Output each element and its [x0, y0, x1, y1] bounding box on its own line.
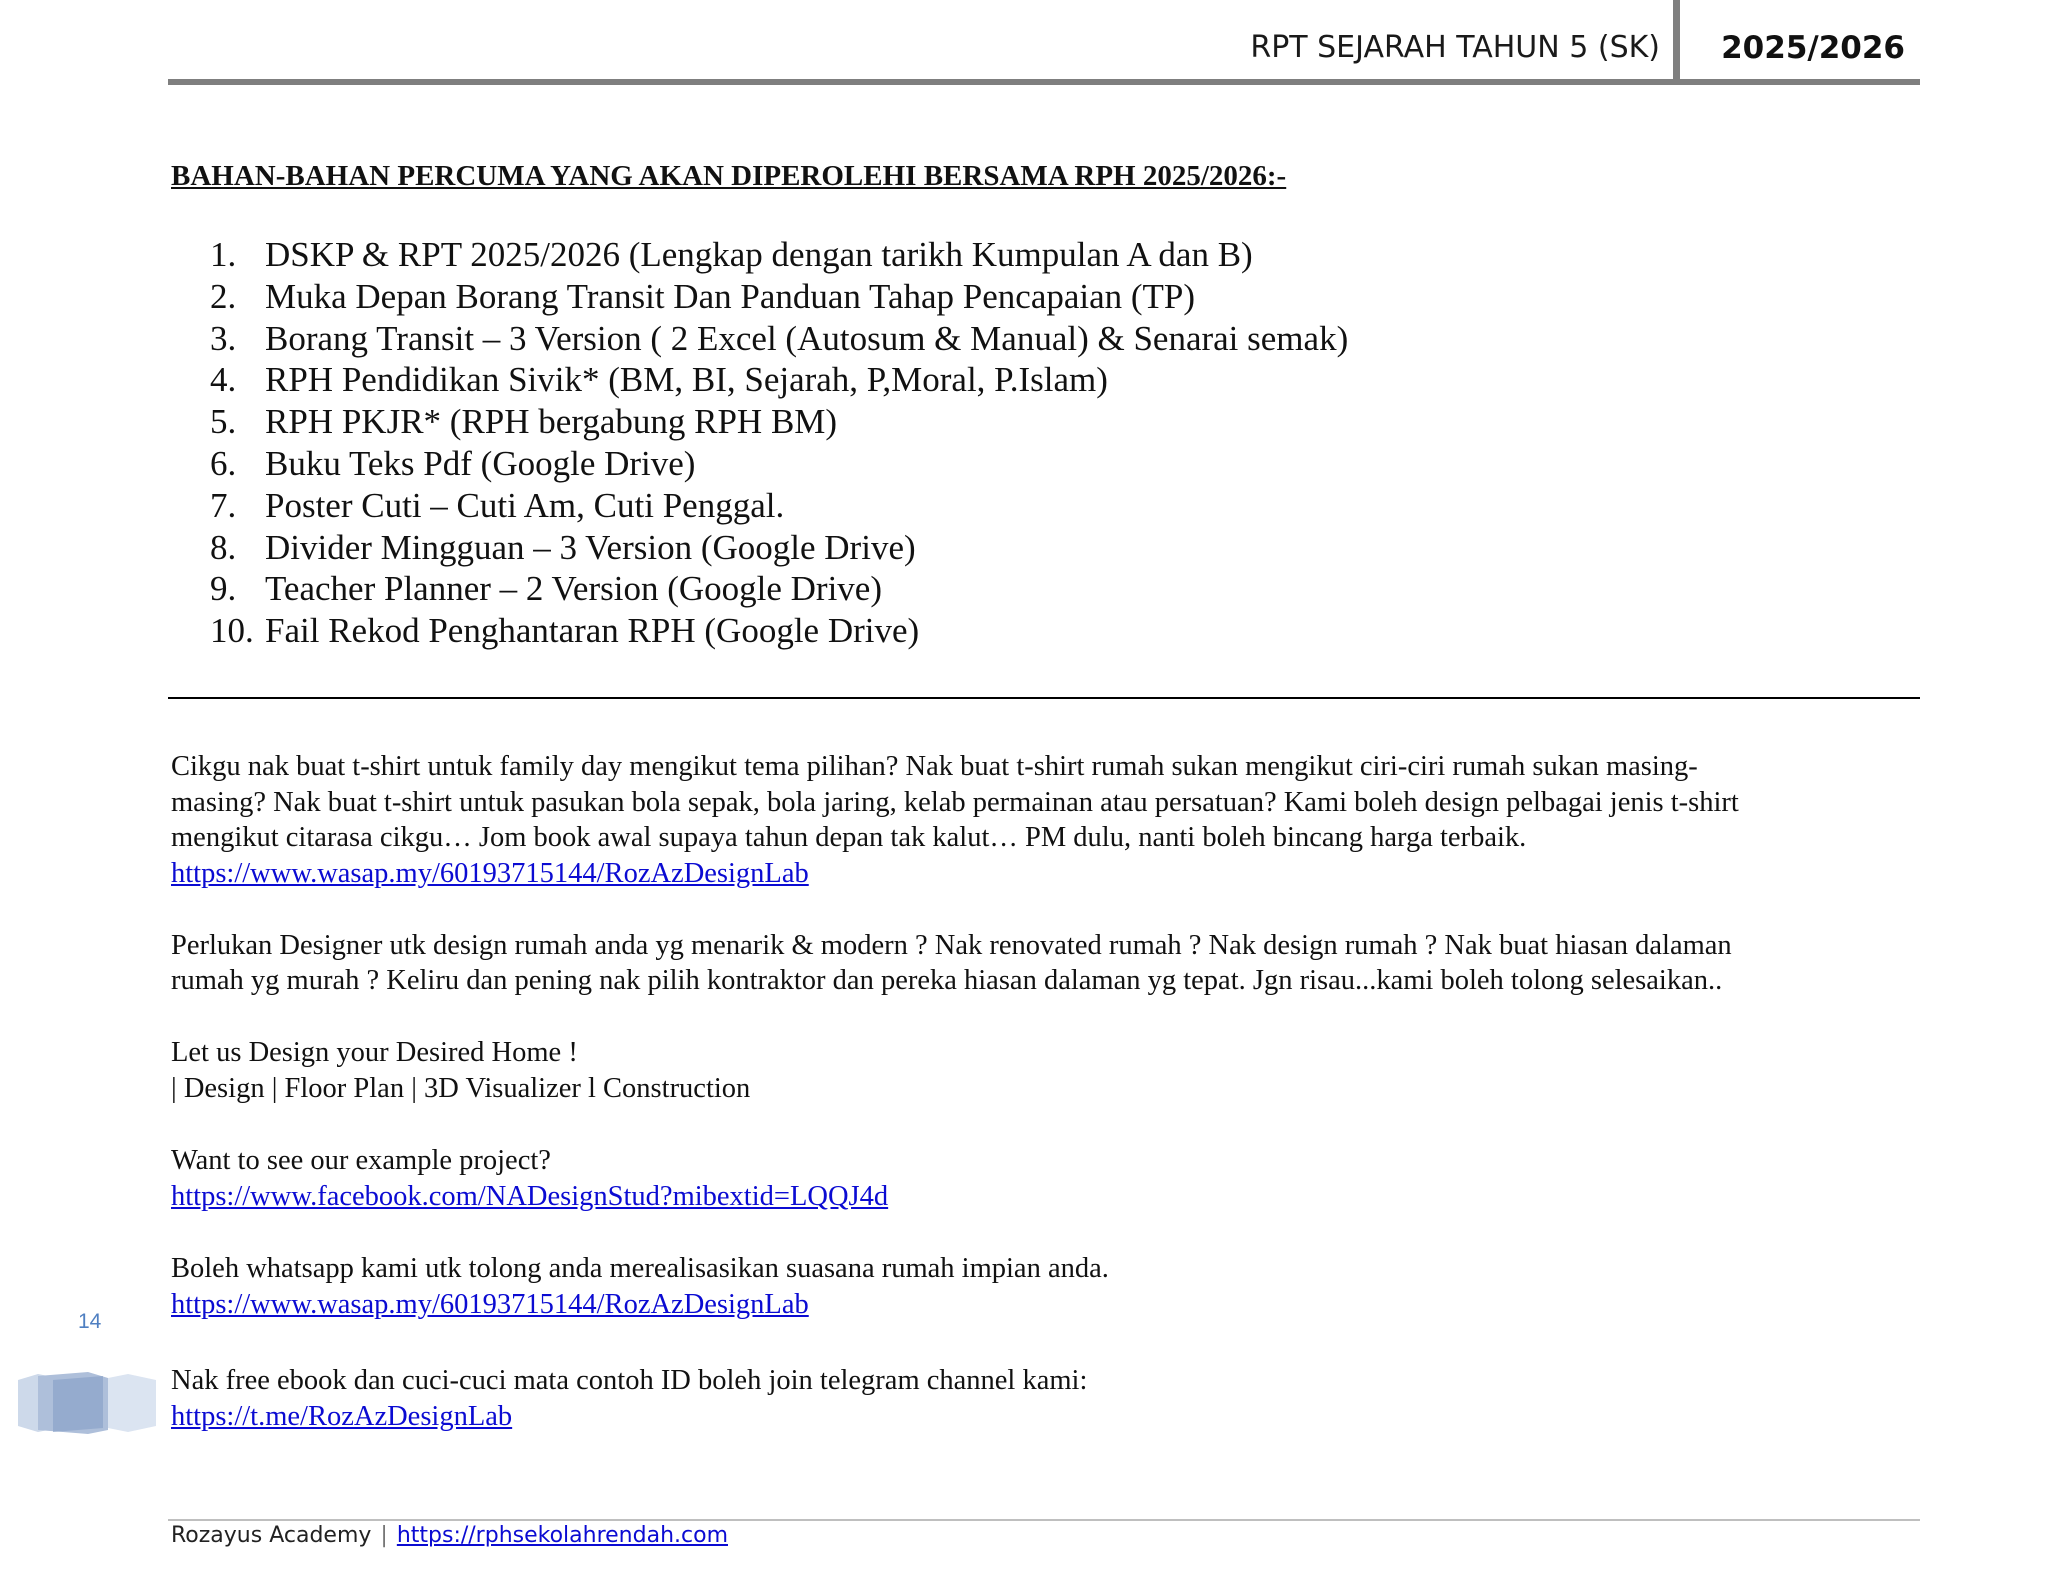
- header-title: RPT SEJARAH TAHUN 5 (SK): [1250, 30, 1660, 65]
- list-item-number: 9.: [210, 569, 237, 609]
- tshirt-whatsapp-link[interactable]: https://www.wasap.my/60193715144/RozAzDesignLab: [171, 858, 809, 889]
- header-divider: [1673, 0, 1680, 82]
- page-number: 14: [78, 1310, 102, 1333]
- list-item: [210, 359, 1348, 401]
- list-item: [210, 610, 1348, 652]
- whatsapp-text: Boleh whatsapp kami utk tolong anda merealisasikan suasana rumah impian anda.: [171, 1253, 1109, 1284]
- list-item-number: 6.: [210, 443, 237, 483]
- footer-website-link[interactable]: https://rphsekolahrendah.com: [396, 1523, 728, 1548]
- list-item-number: 8.: [210, 527, 237, 567]
- list-item-text: RPH Pendidikan Sivik* (BM, BI, Sejarah, P,Moral, P.Islam): [265, 360, 1108, 400]
- footer-rule: [168, 1519, 1920, 1521]
- tshirt-ad-line-1: Cikgu nak buat t-shirt untuk family day mengikut tema pilihan? Nak buat t-shirt rumah sukan mengikut ciri-ciri rumah sukan masing-: [171, 751, 1698, 782]
- list-item: [210, 527, 1348, 569]
- list-item-number: 4.: [210, 360, 237, 400]
- footer-separator: |: [380, 1523, 388, 1548]
- designer-ad-line-2: rumah yg murah ? Keliru dan pening nak pilih kontraktor dan pereka hiasan dalaman yg tepat. Jgn risau...kami boleh tolong selesaikan..: [171, 965, 1723, 996]
- list-item: [210, 443, 1348, 485]
- list-item-text: Poster Cuti – Cuti Am, Cuti Penggal.: [265, 485, 785, 525]
- telegram-link[interactable]: https://t.me/RozAzDesignLab: [171, 1401, 513, 1432]
- tshirt-ad-line-3: mengikut citarasa cikgu… Jom book awal supaya tahun depan tak kalut… PM dulu, nanti boleh bincang harga terbaik.: [171, 822, 1527, 853]
- whatsapp-link[interactable]: https://www.wasap.my/60193715144/RozAzDesignLab: [171, 1289, 809, 1320]
- free-materials-heading: BAHAN-BAHAN PERCUMA YANG AKAN DIPEROLEHI BERSAMA RPH 2025/2026:-: [171, 160, 1287, 192]
- header-rule: [168, 79, 1920, 85]
- list-item-text: Teacher Planner – 2 Version (Google Drive): [265, 569, 882, 609]
- list-item: [210, 318, 1348, 360]
- list-item-text: Divider Mingguan – 3 Version (Google Drive): [265, 527, 916, 567]
- example-project-text: Want to see our example project?: [171, 1145, 551, 1176]
- footer-brand: Rozayus Academy: [171, 1523, 372, 1548]
- telegram-text: Nak free ebook dan cuci-cuci mata contoh ID boleh join telegram channel kami:: [171, 1365, 1088, 1396]
- tshirt-ad-line-2: masing? Nak buat t-shirt untuk pasukan bola sepak, bola jaring, kelab permainan atau persatuan? Kami boleh design pelbagai jenis t-shirt: [171, 787, 1739, 818]
- list-item-text: RPH PKJR* (RPH bergabung RPH BM): [265, 402, 838, 442]
- page-corner-decoration: [18, 1372, 156, 1439]
- list-item: [210, 568, 1348, 610]
- designer-ad-line-1: Perlukan Designer utk design rumah anda yg menarik & modern ? Nak renovated rumah ? Nak design rumah ? Nak buat hiasan dalaman: [171, 930, 1732, 961]
- list-item-number: 3.: [210, 318, 237, 358]
- list-item: [210, 234, 1348, 276]
- list-item: [210, 401, 1348, 443]
- list-item-number: 5.: [210, 402, 237, 442]
- facebook-link[interactable]: https://www.facebook.com/NADesignStud?mibextid=LQQJ4d: [171, 1181, 889, 1212]
- list-item-number: 7.: [210, 485, 237, 525]
- footer: [171, 1523, 728, 1548]
- list-item: [210, 276, 1348, 318]
- list-item-text: Borang Transit – 3 Version ( 2 Excel (Autosum & Manual) & Senarai semak): [265, 318, 1349, 358]
- design-services: | Design | Floor Plan | 3D Visualizer l Construction: [171, 1073, 751, 1104]
- list-item-number: 10.: [210, 611, 254, 651]
- section-divider: [168, 697, 1920, 699]
- list-item-number: 2.: [210, 276, 237, 316]
- list-item: [210, 485, 1348, 527]
- list-item-text: Buku Teks Pdf (Google Drive): [265, 443, 696, 483]
- header-year: 2025/2026: [1721, 30, 1905, 66]
- design-home-tagline: Let us Design your Desired Home !: [171, 1037, 578, 1068]
- list-item-text: Fail Rekod Penghantaran RPH (Google Drive): [265, 611, 920, 651]
- list-item-text: Muka Depan Borang Transit Dan Panduan Tahap Pencapaian (TP): [265, 276, 1196, 316]
- free-materials-list: [210, 234, 1348, 652]
- list-item-number: 1.: [210, 235, 237, 274]
- list-item-text: DSKP & RPT 2025/2026 (Lengkap dengan tarikh Kumpulan A dan B): [265, 235, 1253, 274]
